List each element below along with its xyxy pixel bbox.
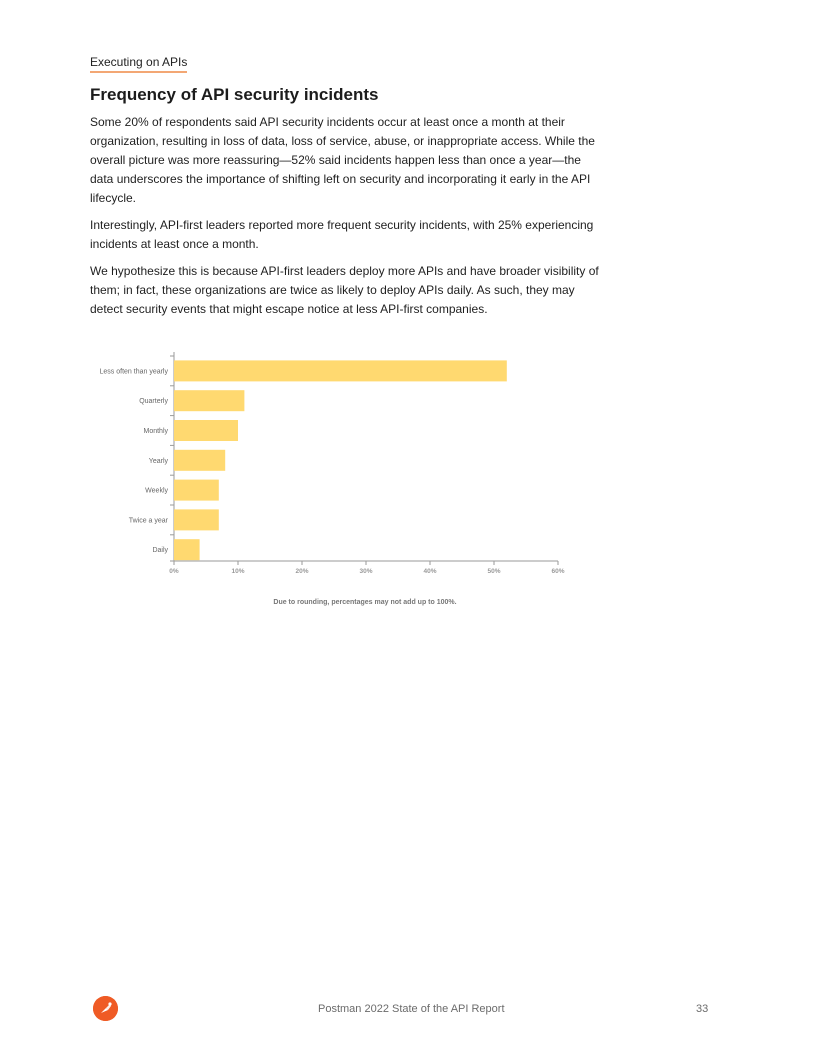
bar bbox=[174, 420, 238, 441]
x-tick-label: 50% bbox=[487, 568, 501, 575]
bar bbox=[174, 480, 219, 501]
body-text bbox=[90, 113, 600, 327]
category-label: Twice a year bbox=[128, 517, 168, 525]
section-label: Executing on APIs bbox=[90, 55, 187, 73]
bar bbox=[174, 360, 507, 381]
category-label: Less often than yearly bbox=[99, 368, 168, 376]
category-label: Daily bbox=[152, 547, 168, 555]
x-tick-label: 10% bbox=[231, 568, 245, 575]
bar bbox=[174, 509, 219, 530]
x-tick-label: 60% bbox=[551, 568, 565, 575]
chart-footnote: Due to rounding, percentages may not add up to 100%. bbox=[273, 599, 457, 606]
x-tick-label: 40% bbox=[423, 568, 437, 575]
postman-logo-icon bbox=[93, 996, 118, 1021]
category-label: Weekly bbox=[145, 487, 168, 495]
page-title: Frequency of API security incidents bbox=[90, 85, 379, 104]
paragraph: Interestingly, API-first leaders reported more frequent security incidents, with 25% experiencing incidents at least once a month. bbox=[90, 218, 594, 251]
footer-report-title: Postman 2022 State of the API Report bbox=[318, 1003, 505, 1015]
paragraph: Some 20% of respondents said API security incidents occur at least once a month at their organization, resulting in loss of data, loss of service, abuse, or inappropriate access. While the overall picture was more reassuring—52% said incidents happen less than once a year—the data underscores the importance of shifting left on security and incorporating it early in the API lifecycle. bbox=[90, 115, 595, 205]
bar bbox=[174, 390, 244, 411]
category-label: Monthly bbox=[143, 428, 168, 435]
x-tick-label: 20% bbox=[295, 568, 309, 575]
category-label: Quarterly bbox=[139, 398, 168, 406]
x-tick-label: 0% bbox=[169, 568, 179, 575]
category-label: Yearly bbox=[148, 457, 168, 465]
bar bbox=[174, 450, 225, 471]
page-number: 33 bbox=[696, 1003, 709, 1015]
bar bbox=[174, 539, 200, 560]
paragraph: We hypothesize this is because API-first leaders deploy more APIs and have broader visibility of them; in fact, these organizations are twice as likely to deploy APIs daily. As such, they may detect security events that might escape notice at less API-first companies. bbox=[90, 264, 599, 316]
x-tick-label: 30% bbox=[359, 568, 373, 575]
incident-frequency-chart bbox=[0, 340, 600, 590]
